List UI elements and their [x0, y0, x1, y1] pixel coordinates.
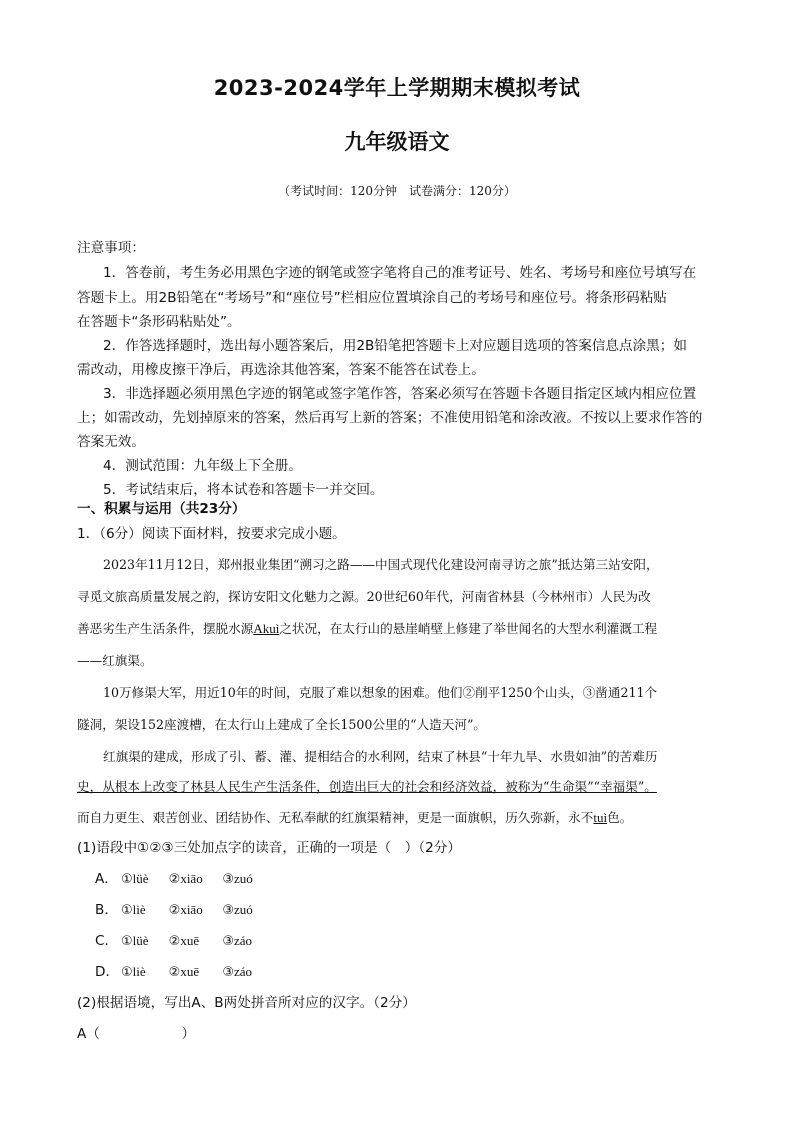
- passage-text: 善恶劣生产生活条件，摆脱水源: [77, 621, 254, 636]
- option-b[interactable]: [95, 898, 253, 918]
- option-letter: D．: [95, 964, 120, 980]
- pinyin: záo: [233, 933, 253, 948]
- circled-number: ②: [168, 903, 181, 918]
- passage-text: 之状况，在太行山的悬崖峭壁上修建了举世闻名的大型水利灌溉工程: [279, 621, 658, 636]
- option-c[interactable]: [95, 929, 252, 949]
- passage-line: 隧洞，架设152座渡槽，在太行山上建成了全长1500公里的“人造天河”。: [77, 717, 486, 732]
- notice-line: 上；如需改动，先划掉原来的答案，然后再写上新的答案；不准使用铅笔和涂改液。不按以上要求作答的: [77, 410, 703, 426]
- exam-subject: 九年级语文: [344, 130, 450, 154]
- exam-info: （考试时间：120分钟 试卷满分：120分）: [278, 184, 516, 198]
- circled-number: ②: [168, 965, 181, 980]
- passage-text: 而自力更生、艰苦创业、团结协作、无私奉献的红旗渠精神，更是一面旗帜，历久弥新，永不: [77, 810, 594, 825]
- circled-number: ③: [222, 872, 234, 887]
- pinyin: záo: [233, 964, 253, 979]
- pinyin: xuē: [180, 933, 200, 948]
- option-letter: A．: [95, 871, 118, 887]
- passage-line: 红旗渠的建成，形成了引、蓄、灌、提相结合的水利网，结束了林县“十年九旱、水贵如油”的苦难历: [103, 749, 658, 764]
- notice-line: 在答题卡“条形码粘贴处”。: [77, 314, 241, 330]
- notice-line: 4．测试范围：九年级上下全册。: [103, 458, 302, 474]
- section-heading: 一、积累与运用（共23分）: [77, 501, 246, 517]
- pinyin: liè: [132, 902, 146, 917]
- notice-line: 答案无效。: [77, 434, 145, 450]
- passage-line: [77, 807, 632, 826]
- notice-line: 1．答卷前，考生务必用黑色字迹的钢笔或签字笔将自己的准考证号、姓名、考场号和座位号填写在: [103, 265, 697, 281]
- exam-title: 2023-2024学年上学期期末模拟考试: [213, 76, 581, 100]
- pinyin: xiāo: [180, 871, 203, 886]
- passage-line: ——红旗渠。: [77, 653, 153, 668]
- circled-number: ①: [121, 872, 133, 887]
- notice-line: 2．作答选择题时，选出每小题答案后，用2B铅笔把答题卡上对应题目选项的答案信息点涂黑；如: [103, 338, 687, 354]
- option-a[interactable]: [95, 867, 253, 887]
- passage-line: 10万修渠大军，用近10年的时间，克服了难以想象的困难。他们②削平1250个山头，③凿通211个: [103, 685, 658, 700]
- circled-number: ③: [222, 903, 234, 918]
- circled-number: ③: [222, 934, 234, 949]
- circled-number: ②: [168, 934, 181, 949]
- pinyin: lüè: [132, 933, 149, 948]
- circled-number: ③: [222, 965, 234, 980]
- passage-line: [77, 618, 657, 637]
- passage-line-underlined: 史，从根本上改变了林县人民生产生活条件，创造出巨大的社会和经济效益，被称为“生命渠”“幸福渠”。: [77, 779, 657, 794]
- pinyin: zuó: [233, 902, 253, 917]
- notice-heading: 注意事项：: [77, 240, 145, 256]
- notice-line: 需改动，用橡皮擦干净后，再选涂其他答案，答案不能答在试卷上。: [77, 362, 485, 378]
- circled-number: ①: [121, 934, 133, 949]
- passage-line: 2023年11月12日，郑州报业集团“溯习之路——中国式现代化建设河南寻访之旅”抵达第三站安阳，: [103, 557, 659, 572]
- passage-text: 色。: [607, 810, 633, 825]
- pinyin: xiāo: [180, 902, 203, 917]
- circled-number: ②: [168, 872, 181, 887]
- answer-blank-a[interactable]: A（ ）: [77, 1026, 196, 1042]
- passage-line: 寻觅文旅高质量发展之韵，探访安阳文化魅力之源。20世纪60年代，河南省林县（今林州市）人民为改: [77, 589, 651, 604]
- pinyin: xuē: [180, 964, 200, 979]
- option-letter: C．: [95, 933, 119, 949]
- pinyin: lüè: [132, 871, 149, 886]
- notice-line: 答题卡上。用2B铅笔在“考场号”和“座位号”栏相应位置填涂自己的考场号和座位号。将条形码粘贴: [77, 290, 667, 306]
- option-letter: B．: [95, 902, 118, 918]
- notice-line: 3．非选择题必须用黑色字迹的钢笔或签字笔作答，答案必须写在答题卡各题目指定区域内相应位置: [103, 386, 697, 402]
- circled-number: ①: [121, 965, 133, 980]
- pinyin-blank-a: Akuì: [253, 621, 280, 636]
- subquestion-stem: (2)根据语境，写出A、B两处拼音所对应的汉字。（2分）: [77, 995, 416, 1011]
- notice-line: 5．考试结束后，将本试卷和答题卡一并交回。: [103, 482, 384, 498]
- option-d[interactable]: [95, 960, 252, 980]
- subquestion-stem: (1)语段中①②③三处加点字的读音，正确的一项是（ ）（2分）: [77, 840, 461, 856]
- question-stem: 1．（6分）阅读下面材料，按要求完成小题。: [77, 526, 346, 542]
- pinyin: zuó: [233, 871, 253, 886]
- pinyin-blank-b: tuì: [593, 810, 608, 825]
- circled-number: ①: [121, 903, 133, 918]
- pinyin: liè: [132, 964, 146, 979]
